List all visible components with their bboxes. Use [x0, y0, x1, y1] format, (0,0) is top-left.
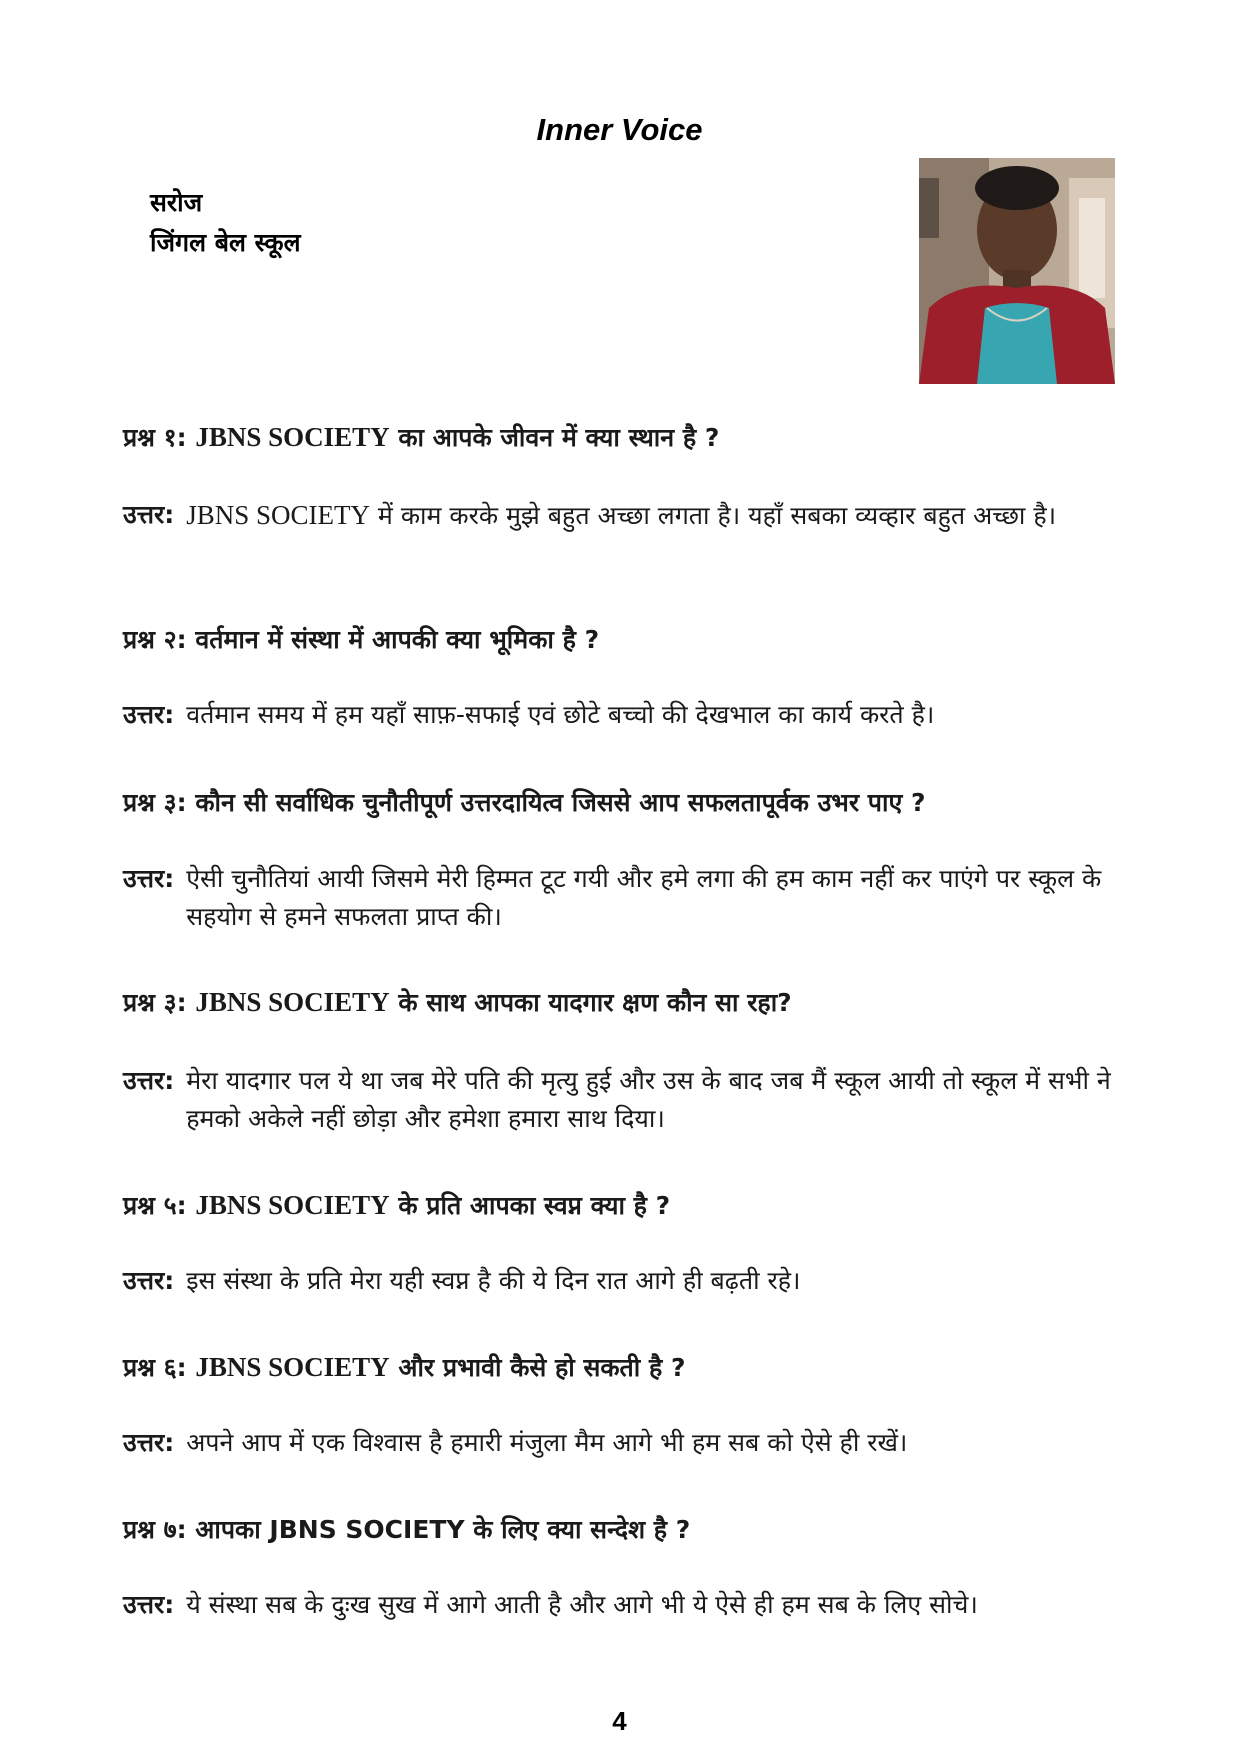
person-info [150, 183, 301, 263]
answer-text: इस संस्था के प्रति मेरा यही स्वप्न है की ये दिन रात आगे ही बढ़ती रहे। [186, 1266, 801, 1295]
person-school: जिंगल बेल स्कूल [150, 228, 301, 257]
question-text: प्रश्न ३: JBNS SOCIETY के साथ आपका यादगार क्षण कौन सा रहा? [123, 987, 792, 1017]
question-2 [123, 622, 1123, 656]
page-title: Inner Voice [536, 112, 703, 147]
answer-label: उत्तर: [123, 1590, 175, 1619]
question-text: प्रश्न ६: JBNS SOCIETY और प्रभावी कैसे हो सकती है ? [123, 1352, 686, 1382]
answer-4 [123, 1062, 1123, 1138]
portrait-photo [919, 158, 1115, 384]
question-6 [123, 1350, 1123, 1384]
answer-text: अपने आप में एक विश्वास है हमारी मंजुला मैम आगे भी हम सब को ऐसे ही रखें। [186, 1428, 908, 1457]
answer-3 [123, 860, 1123, 936]
question-text: प्रश्न ७: आपका JBNS SOCIETY के लिए क्या सन्देश है ? [123, 1515, 691, 1544]
question-text: प्रश्न १: JBNS SOCIETY का आपके जीवन में क्या स्थान है ? [123, 422, 720, 452]
answer-7 [123, 1586, 1123, 1624]
answer-text: ये संस्था सब के दुःख सुख में आगे आती है और आगे भी ये ऐसे ही हम सब के लिए सोचे। [186, 1590, 978, 1619]
answer-text: JBNS SOCIETY में काम करके मुझे बहुत अच्छा लगता है। यहाँ सबका व्यव्हार बहुत अच्छा है। [186, 500, 1057, 530]
answer-label: उत्तर: [123, 1266, 175, 1295]
page-number: 4 [612, 1706, 627, 1736]
question-7 [123, 1512, 1123, 1546]
question-text: प्रश्न ३: कौन सी सर्वाधिक चुनौतीपूर्ण उत्तरदायित्व जिससे आप सफलतापूर्वक उभर पाए ? [123, 788, 926, 817]
answer-1 [123, 496, 1123, 535]
question-4 [123, 985, 1123, 1019]
person-name: सरोज [150, 188, 203, 217]
answer-2 [123, 696, 1123, 734]
answer-text: ऐसी चुनौतियां आयी जिसमे मेरी हिम्मत टूट गयी और हमे लगा की हम काम नहीं कर पाएंगे पर स्कूल के सहयोग से हमने सफलता प्राप्त की। [186, 864, 1102, 931]
answer-label: उत्तर: [123, 864, 175, 893]
answer-5 [123, 1262, 1123, 1300]
question-3 [123, 785, 1123, 819]
answer-text: मेरा यादगार पल ये था जब मेरे पति की मृत्यु हुई और उस के बाद जब मैं स्कूल आयी तो स्कूल में सभी ने हमको अकेले नहीं छोड़ा और हमेशा हमारा साथ दिया। [186, 1066, 1111, 1133]
answer-label: उत्तर: [123, 1428, 175, 1457]
answer-6 [123, 1424, 1123, 1462]
answer-label: उत्तर: [123, 1066, 175, 1095]
question-text: प्रश्न ५: JBNS SOCIETY के प्रति आपका स्वप्न क्या है ? [123, 1190, 671, 1220]
answer-text: वर्तमान समय में हम यहाँ साफ़-सफाई एवं छोटे बच्चो की देखभाल का कार्य करते है। [186, 700, 935, 729]
question-text: प्रश्न २: वर्तमान में संस्था में आपकी क्या भूमिका है ? [123, 625, 600, 654]
question-1 [123, 420, 1123, 454]
answer-label: उत्तर: [123, 700, 175, 729]
question-5 [123, 1188, 1123, 1222]
answer-label: उत्तर: [123, 500, 175, 529]
